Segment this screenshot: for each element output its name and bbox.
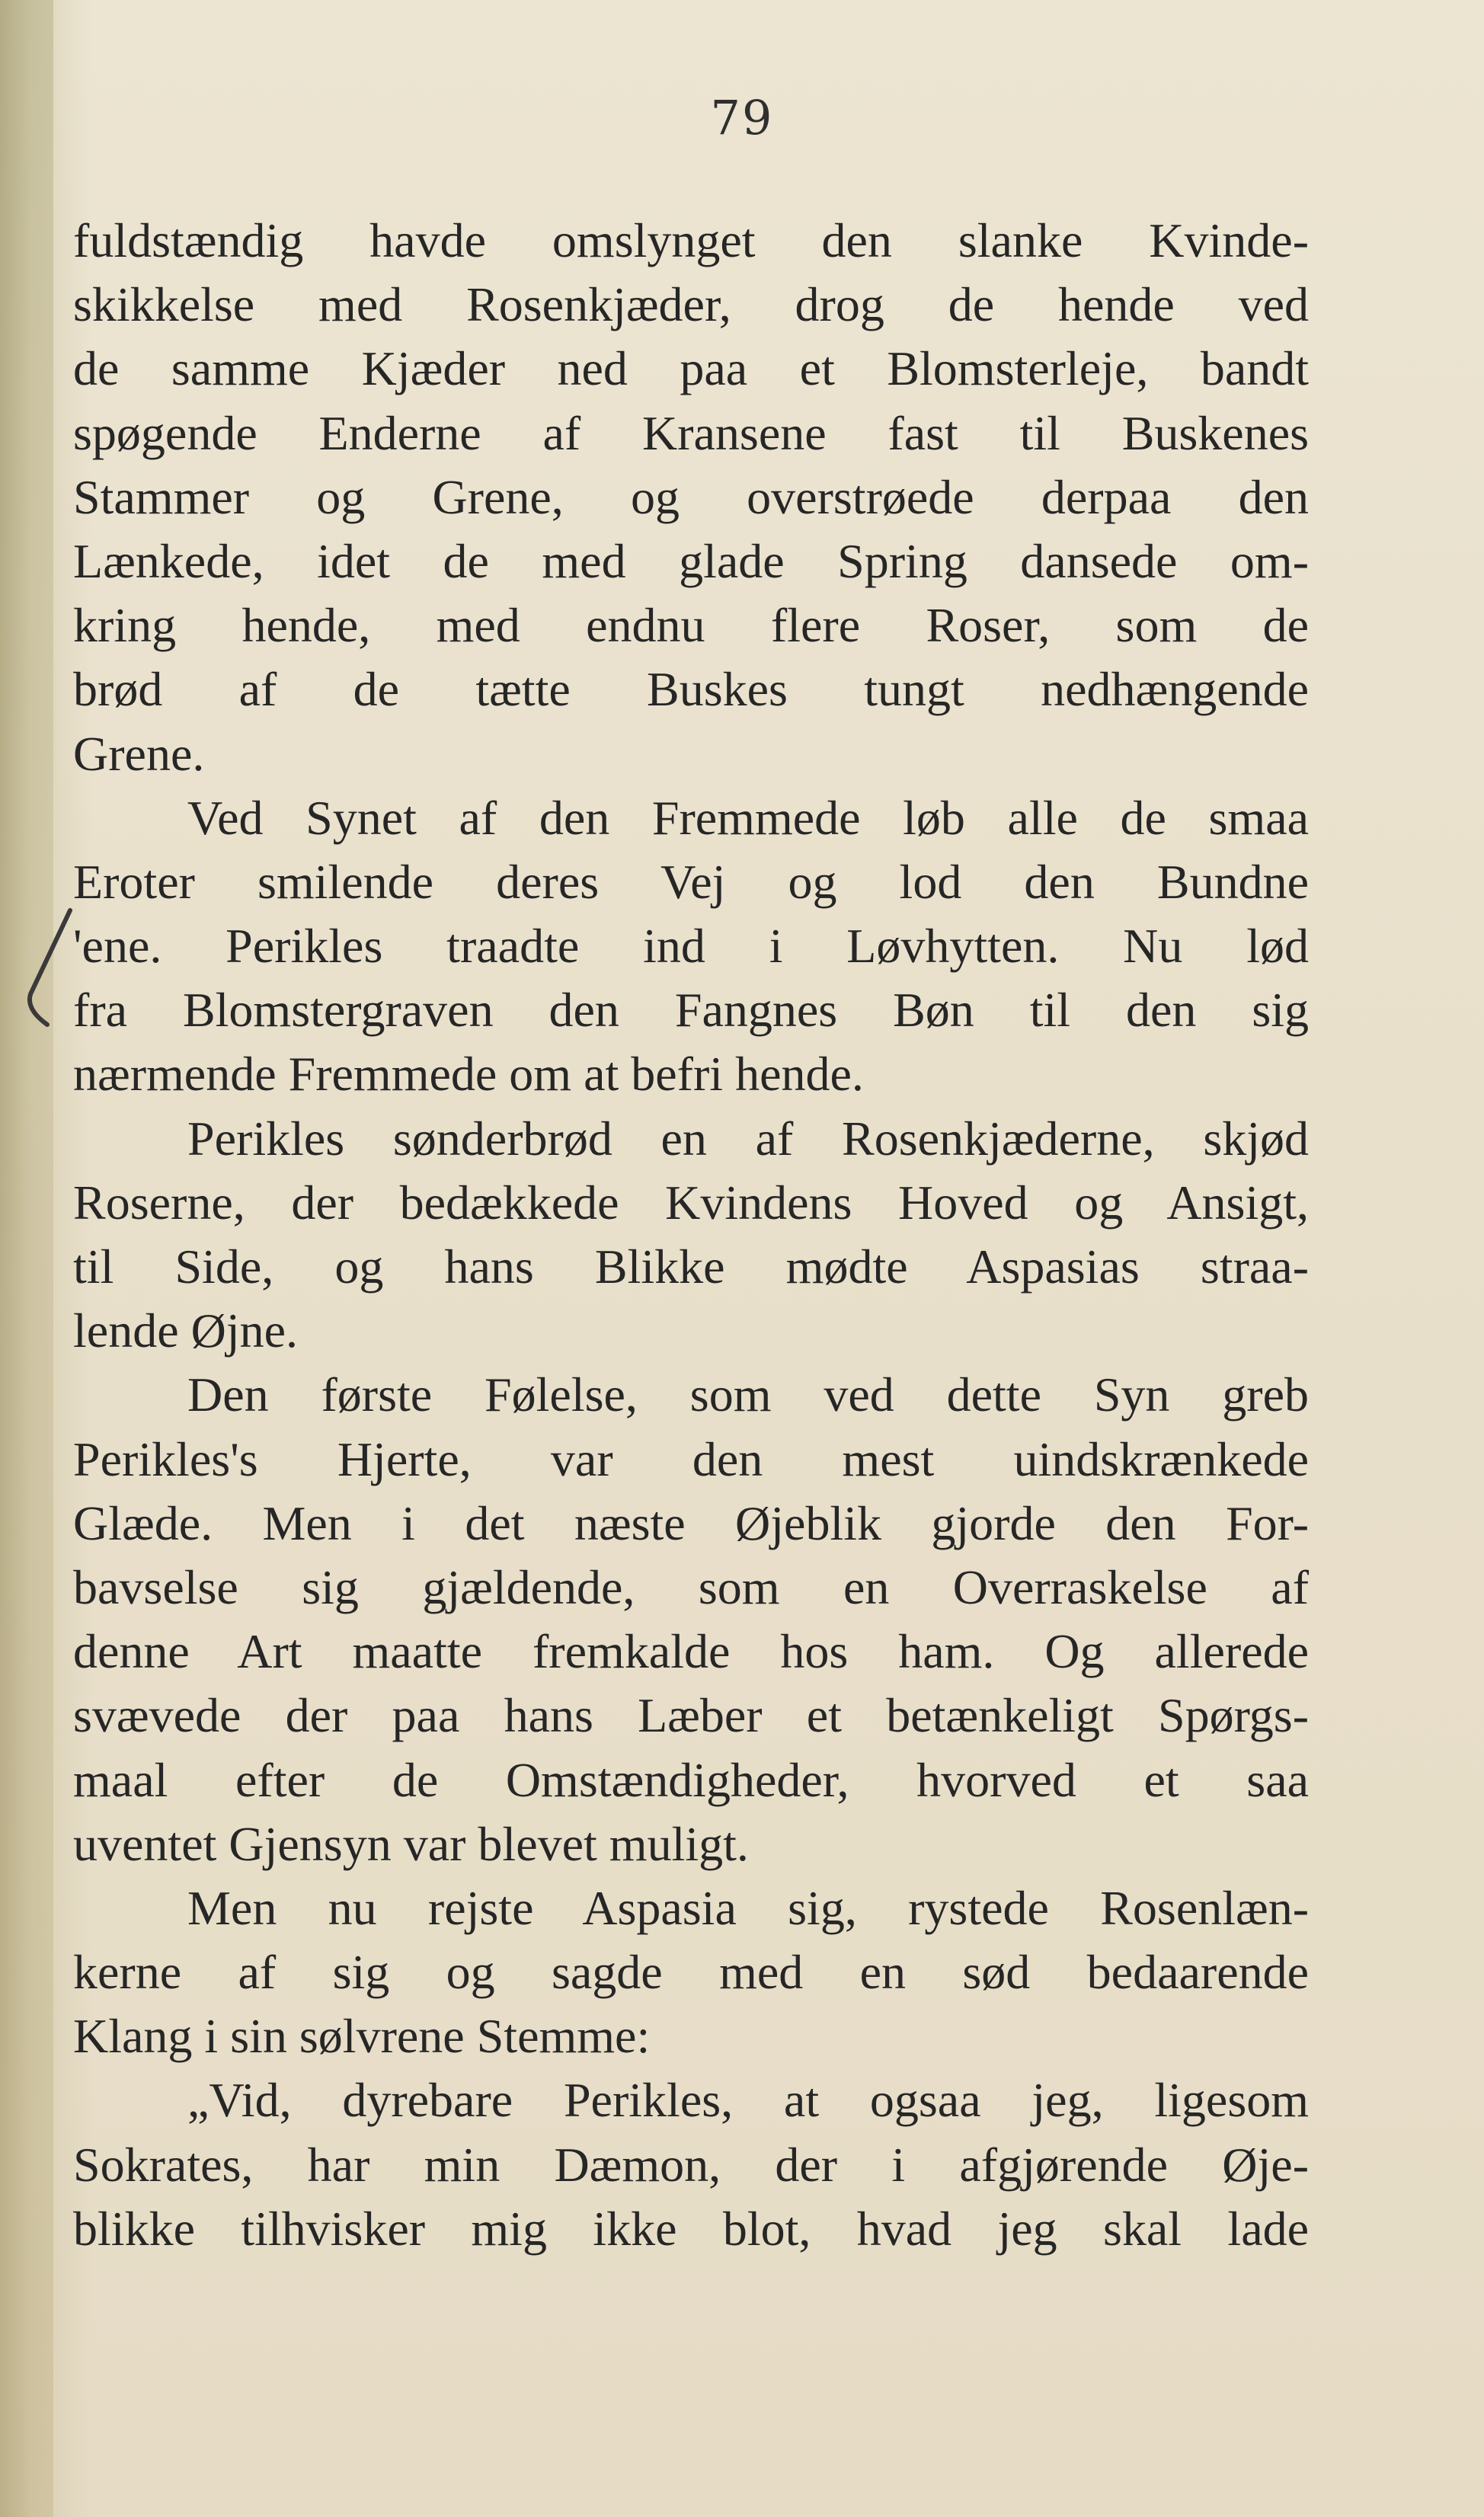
text-line: Perikles's Hjerte, var den mest uindskrænkede [73, 1431, 1309, 1486]
text-line: Men nu rejste Aspasia sig, rystede Rosenlæn- [187, 1880, 1309, 1935]
text-line: Stammer og Grene, og overstrøede derpaa den [73, 469, 1309, 524]
text-line: denne Art maatte fremkalde hos ham. Og allerede [73, 1624, 1309, 1679]
text-line: 'ene. Perikles traadte ind i Løvhytten. Nu lød [73, 919, 1309, 974]
text-line: Glæde. Men i det næste Øjeblik gjorde den For- [73, 1495, 1309, 1550]
text-line: kring hende, med endnu flere Roser, som de [73, 598, 1309, 653]
text-line: fra Blomstergraven den Fangnes Bøn til den sig [73, 983, 1309, 1038]
text-line: Perikles sønderbrød en af Rosenkjæderne, skjød [187, 1111, 1309, 1166]
text-line: skikkelse med Rosenkjæder, drog de hende ved [73, 277, 1309, 332]
text-line: svævede der paa hans Læber et betænkeligt Spørgs- [73, 1688, 1309, 1743]
text-line: Den første Følelse, som ved dette Syn greb [187, 1367, 1309, 1422]
text-line: fuldstændig havde omslynget den slanke Kvinde- [73, 213, 1309, 267]
text-line: Lænkede, idet de med glade Spring dansede om- [73, 533, 1309, 588]
text-line: Eroter smilende deres Vej og lod den Bundne [73, 854, 1309, 909]
text-line: lende Øjne. [73, 1303, 298, 1358]
text-line: Ved Synet af den Fremmede løb alle de smaa [187, 790, 1309, 845]
gutter-stain [0, 0, 53, 2517]
text-line: bavselse sig gjældende, som en Overraskelse af [73, 1559, 1309, 1614]
text-line: Roserne, der bedækkede Kvindens Hoved og Ansigt, [73, 1175, 1309, 1230]
text-line: brød af de tætte Buskes tungt nedhængende [73, 662, 1309, 717]
page-number: 79 [710, 90, 774, 146]
text-line: uventet Gjensyn var blevet muligt. [73, 1816, 749, 1871]
text-line: „Vid, dyrebare Perikles, at ogsaa jeg, ligesom [187, 2073, 1309, 2128]
text-line: maal efter de Omstændigheder, hvorved et saa [73, 1752, 1309, 1807]
text-line: spøgende Enderne af Kransene fast til Buskenes [73, 405, 1309, 460]
text-line: de samme Kjæder ned paa et Blomsterleje, bandt [73, 341, 1309, 396]
text-line: til Side, og hans Blikke mødte Aspasias straa- [73, 1239, 1309, 1294]
body-text [73, 209, 1309, 2261]
text-line: Klang i sin sølvrene Stemme: [73, 2009, 651, 2064]
text-line: Sokrates, har min Dæmon, der i afgjørende Øje- [73, 2137, 1309, 2192]
text-line: blikke tilhvisker mig ikke blot, hvad jeg skal lade [73, 2201, 1309, 2256]
text-line: nærmende Fremmede om at befri hende. [73, 1047, 864, 1102]
text-line: kerne af sig og sagde med en sød bedaarende [73, 1945, 1309, 2000]
text-line: Grene. [73, 726, 205, 781]
